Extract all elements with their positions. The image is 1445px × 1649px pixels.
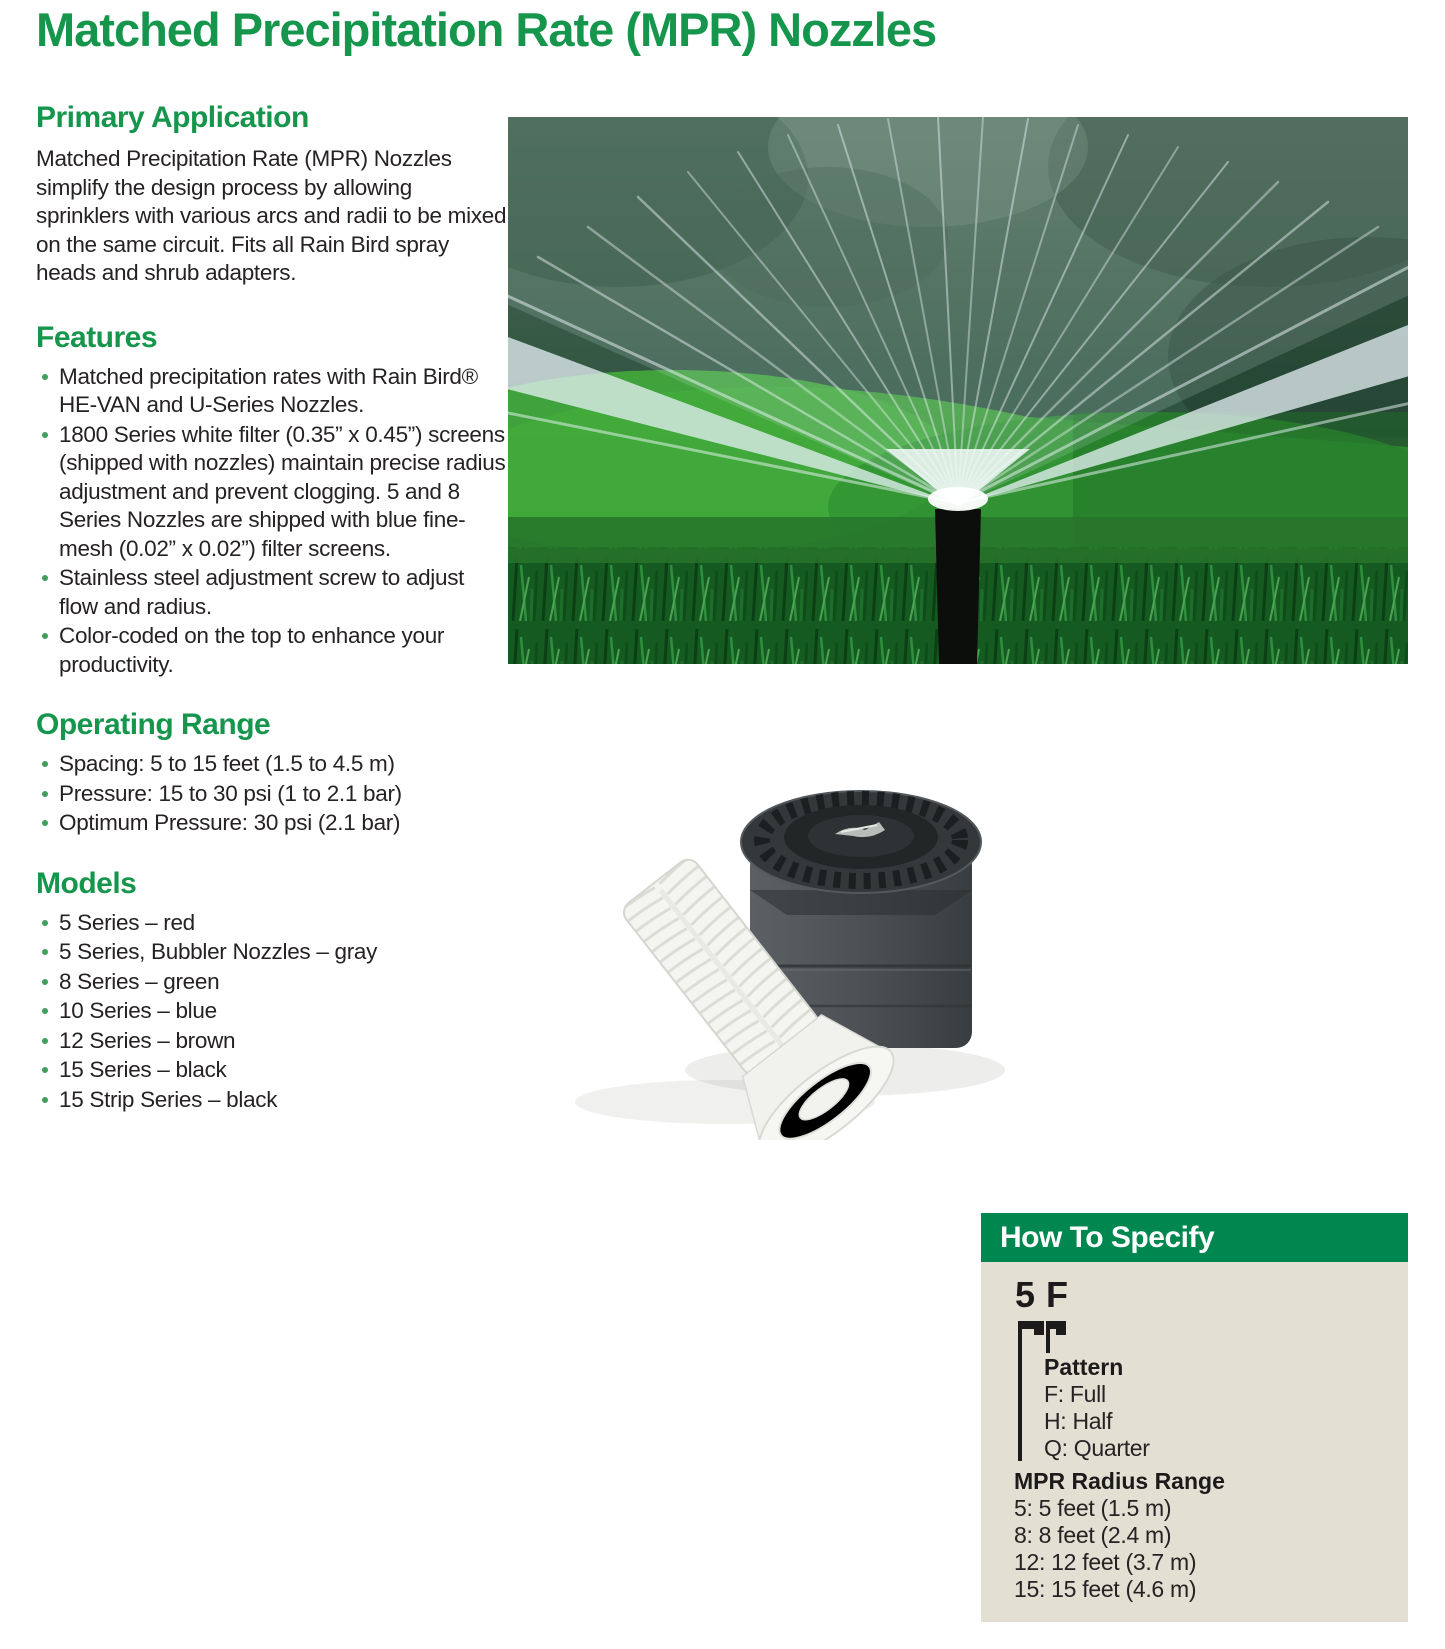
radius-option: 8: 8 feet (2.4 m) [1014, 1522, 1172, 1548]
list-item: 5 Series, Bubbler Nozzles – gray [36, 938, 508, 967]
list-item: 12 Series – brown [36, 1027, 508, 1056]
list-item: Spacing: 5 to 15 feet (1.5 to 4.5 m) [36, 750, 508, 779]
models-list [36, 909, 508, 1115]
list-item: Stainless steel adjustment screw to adjust flow and radius. [36, 564, 508, 621]
primary-application-body: Matched Precipitation Rate (MPR) Nozzles simplify the design process by allowing sprinklers with various arcs and radii to be mixed on the same circuit. Fits all Rain Bird spray heads and shrub adapters. [36, 146, 507, 285]
list-item: 8 Series – green [36, 968, 508, 997]
pattern-option: H: Half [1044, 1408, 1113, 1434]
page-title: Matched Precipitation Rate (MPR) Nozzles [36, 3, 937, 56]
sprinkler-riser [935, 509, 981, 664]
list-item: Optimum Pressure: 30 psi (2.1 bar) [36, 809, 508, 838]
radius-connector-flag [1018, 1321, 1044, 1329]
section-primary-application [36, 101, 508, 288]
example-pattern-code: F [1046, 1274, 1071, 1315]
models-heading: Models [36, 866, 137, 900]
operating-range-list [36, 750, 508, 838]
nozzle-flange [741, 791, 981, 893]
operating-range-heading: Operating Range [36, 708, 271, 741]
radius-legend [1014, 1468, 1225, 1603]
pattern-option: Q: Quarter [1044, 1435, 1150, 1461]
product-photo-illustration [535, 730, 1015, 1140]
primary-application-heading: Primary Application [36, 101, 309, 134]
list-item: Pressure: 15 to 30 psi (1 to 2.1 bar) [36, 780, 508, 809]
left-column [36, 101, 508, 1115]
list-item: 1800 Series white filter (0.35” x 0.45”) screens (shipped with nozzles) maintain precise radius adjustment and prevent clogging. 5 and 8 Series Nozzles are shipped with blue fine-mesh (0.02” x 0.02”) filter screens. [36, 421, 508, 564]
section-operating-range [36, 708, 508, 838]
radius-option: 12: 12 feet (3.7 m) [1014, 1549, 1197, 1575]
example-radius-code: 5 [1015, 1274, 1038, 1315]
hero-photo-illustration [508, 117, 1408, 664]
how-to-specify-body [981, 1262, 1408, 1622]
section-models [36, 867, 508, 1115]
pattern-option: F: Full [1044, 1381, 1106, 1407]
list-item: 15 Strip Series – black [36, 1086, 508, 1115]
pattern-connector-line [1046, 1321, 1050, 1353]
pattern-legend [1044, 1354, 1150, 1462]
hero-photo-sprinkler-lawn [508, 117, 1408, 664]
how-to-specify-box [981, 1213, 1408, 1622]
list-item: Matched precipitation rates with Rain Bird® HE-VAN and U-Series Nozzles. [36, 363, 508, 420]
radius-label: MPR Radius Range [1014, 1468, 1225, 1494]
features-heading: Features [36, 320, 158, 354]
product-photo-nozzle-filter [535, 730, 1015, 1140]
features-list [36, 363, 508, 680]
list-item: 10 Series – blue [36, 997, 508, 1026]
radius-option: 15: 15 feet (4.6 m) [1014, 1576, 1197, 1602]
list-item: 5 Series – red [36, 909, 508, 938]
model-code-example [1015, 1274, 1070, 1316]
how-to-specify-header: How To Specify [981, 1213, 1408, 1262]
pattern-label: Pattern [1044, 1354, 1124, 1380]
list-item: 15 Series – black [36, 1056, 508, 1085]
radius-connector-line [1018, 1321, 1022, 1461]
section-features [36, 321, 508, 680]
radius-option: 5: 5 feet (1.5 m) [1014, 1495, 1172, 1521]
list-item: Color-coded on the top to enhance your productivity. [36, 622, 508, 679]
